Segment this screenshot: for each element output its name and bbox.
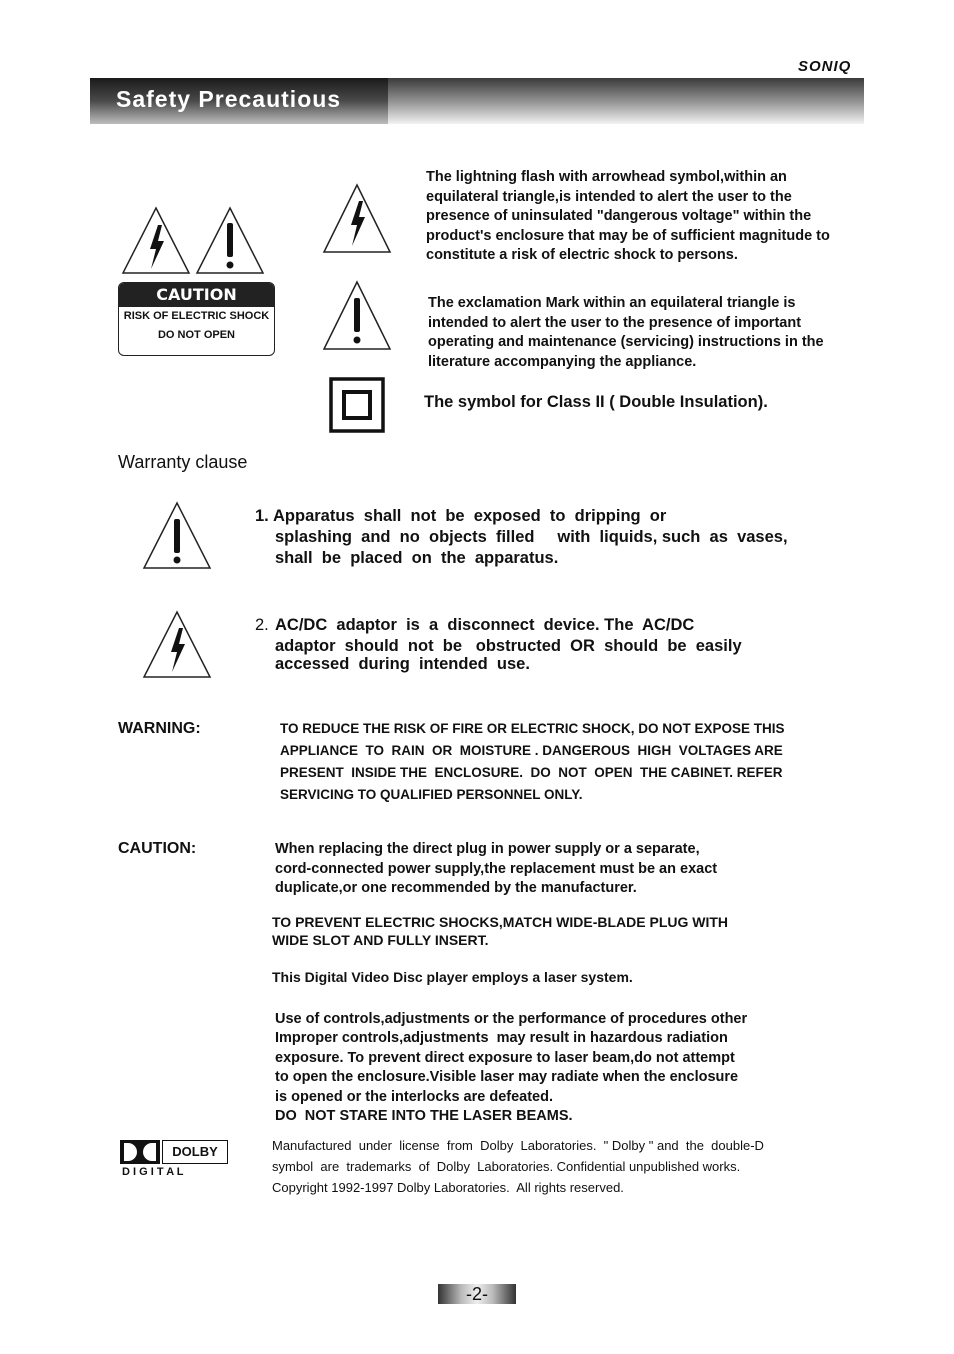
dolby-notice-line3: Copyright 1992-1997 Dolby Laboratories. All rights reserved. [272, 1180, 624, 1195]
warranty-exclamation-icon [142, 501, 212, 571]
exclamation-description: The exclamation Mark within an equilateral triangle is intended to alert the user to the presence of important operating and maintenance (servicing) instructions in the literature accompanying the appliance. [428, 295, 824, 370]
caution-label: CAUTION: [118, 840, 197, 857]
caution-label-line2: DO NOT OPEN [157, 329, 235, 341]
exclamation-triangle-icon [197, 208, 263, 273]
warranty-item2-line1: AC/DC adaptor is a disconnect device. The AC/DC [275, 616, 695, 634]
warning-line4: SERVICING TO QUALIFIED PERSONNEL ONLY. [280, 787, 583, 802]
warning-line1: TO REDUCE THE RISK OF FIRE OR ELECTRIC SHOCK, DO NOT EXPOSE THIS [280, 721, 785, 736]
warning-label: WARNING: [118, 720, 201, 737]
page-number: -2- [438, 1284, 516, 1304]
warranty-item2-line2: adaptor should not be obstructed OR should be easily [275, 637, 742, 655]
brand-logo: SONIQ [798, 58, 852, 75]
warranty-item2-number: 2. [255, 616, 269, 634]
dolby-digital-word: D I G I T A L [122, 1166, 184, 1178]
warranty-lightning-icon [142, 610, 212, 680]
double-insulation-icon [329, 377, 385, 433]
warning-line3: PRESENT INSIDE THE ENCLOSURE. DO NOT OPEN THE CABINET. REFER [280, 765, 783, 780]
caution-p4-line1: Use of controls,adjustments or the performance of procedures other [275, 1011, 748, 1027]
caution-label-line1: RISK OF ELECTRIC SHOCK [123, 310, 270, 322]
caution-p3: This Digital Video Disc player employs a laser system. [272, 969, 633, 985]
dolby-digital-logo [120, 1140, 228, 1180]
lightning-triangle-icon [123, 208, 189, 273]
caution-p4-line3: exposure. To prevent direct exposure to laser beam,do not attempt [275, 1050, 735, 1066]
caution-p4-line6: DO NOT STARE INTO THE LASER BEAMS. [275, 1108, 573, 1124]
caution-label-box [118, 282, 275, 356]
warranty-item1-line3: shall be placed on the apparatus. [275, 549, 559, 567]
warning-line2: APPLIANCE TO RAIN OR MOISTURE . DANGEROUS HIGH VOLTAGES ARE [280, 743, 783, 758]
double-d-icon [120, 1140, 160, 1164]
class2-description: The symbol for Class II ( Double Insulation). [424, 393, 768, 411]
caution-triangles [118, 205, 273, 277]
dolby-notice-line2: symbol are trademarks of Dolby Laboratories. Confidential unpublished works. [272, 1159, 741, 1174]
caution-p1-line2: cord-connected power supply,the replacement must be an exact [275, 861, 718, 877]
dolby-notice-line1: Manufactured under license from Dolby Laboratories. " Dolby " and the double-D [272, 1138, 764, 1153]
caution-p1-line1: When replacing the direct plug in power supply or a separate, [275, 841, 700, 857]
page-title: Safety Precautious [116, 86, 342, 112]
dolby-word: DOLBY [162, 1140, 228, 1164]
warranty-heading: Warranty clause [118, 452, 248, 472]
warranty-item2-line3: accessed during intended use. [275, 655, 530, 673]
exclamation-icon [322, 280, 392, 352]
caution-p1-line3: duplicate,or one recommended by the manufacturer. [275, 880, 637, 896]
caution-p4-line5: is opened or the interlocks are defeated. [275, 1089, 553, 1105]
lightning-description: The lightning flash with arrowhead symbol,within an equilateral triangle,is intended to alert the user to the presence of uninsulated "dangerous voltage" within the product's enclosure that may be of sufficient magnitude to constitute a risk of electric shock to persons. [426, 169, 830, 263]
caution-p2-line1: TO PREVENT ELECTRIC SHOCKS,MATCH WIDE-BLADE PLUG WITH [272, 914, 729, 930]
lightning-icon [322, 183, 392, 255]
warranty-item1-number: 1. [255, 507, 269, 525]
warranty-item1-line1: Apparatus shall not be exposed to dripping or [273, 507, 667, 525]
caution-p4-line4: to open the enclosure.Visible laser may radiate when the enclosure [275, 1069, 739, 1085]
caution-p2-line2: WIDE SLOT AND FULLY INSERT. [272, 932, 489, 948]
caution-label-title: CAUTION [119, 283, 274, 307]
warranty-item1-line2: splashing and no objects filled with liquids, such as vases, [275, 528, 788, 546]
caution-p4-line2: Improper controls,adjustments may result in hazardous radiation [275, 1030, 728, 1046]
